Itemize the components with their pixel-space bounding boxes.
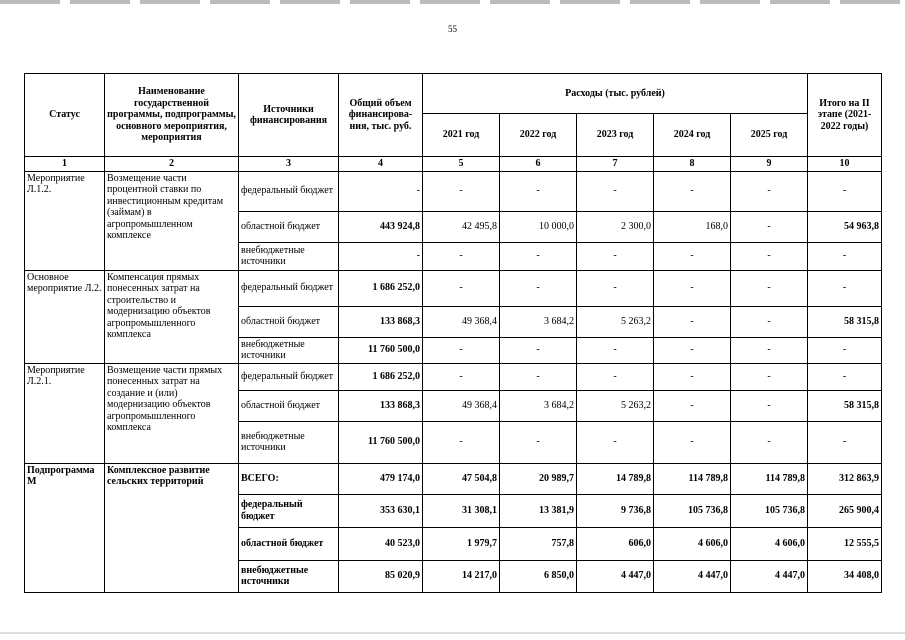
- header-sources: Источники финансирования: [239, 74, 339, 157]
- bottom-border: [0, 632, 905, 634]
- total-cell: 443 924,8: [339, 211, 423, 242]
- year-value-cell: -: [731, 390, 808, 421]
- year-value-cell: -: [731, 421, 808, 463]
- source-cell: внебюджетные источники: [239, 337, 339, 363]
- table-row: [25, 171, 882, 211]
- year-value-cell: -: [577, 171, 654, 211]
- year-value-cell: -: [500, 171, 577, 211]
- stage-total-cell: 54 963,8: [808, 211, 882, 242]
- total-cell: 85 020,9: [339, 560, 423, 592]
- source-cell: федеральный бюджет: [239, 363, 339, 390]
- year-value-cell: -: [654, 171, 731, 211]
- year-value-cell: 4 447,0: [654, 560, 731, 592]
- column-numbers-row: [25, 157, 882, 172]
- year-value-cell: 42 495,8: [423, 211, 500, 242]
- stage-total-cell: -: [808, 171, 882, 211]
- year-value-cell: -: [423, 242, 500, 270]
- table-row: [25, 363, 882, 390]
- total-cell: 1 686 252,0: [339, 270, 423, 306]
- stage-total-cell: -: [808, 363, 882, 390]
- source-cell: областной бюджет: [239, 527, 339, 560]
- table-row: [25, 463, 882, 494]
- year-value-cell: -: [500, 270, 577, 306]
- year-value-cell: -: [654, 421, 731, 463]
- status-cell: Основное мероприятие Л.2.: [25, 270, 105, 363]
- year-value-cell: -: [423, 421, 500, 463]
- total-cell: -: [339, 171, 423, 211]
- year-value-cell: 49 368,4: [423, 390, 500, 421]
- stage-total-cell: 12 555,5: [808, 527, 882, 560]
- financing-table: [24, 73, 882, 593]
- source-cell: областной бюджет: [239, 211, 339, 242]
- year-value-cell: -: [500, 337, 577, 363]
- stage-total-cell: -: [808, 270, 882, 306]
- year-value-cell: -: [423, 270, 500, 306]
- table-row: [25, 270, 882, 306]
- stage-total-cell: 58 315,8: [808, 390, 882, 421]
- name-cell: Комплексное развитие сельских территорий: [105, 463, 239, 592]
- year-value-cell: -: [500, 421, 577, 463]
- year-value-cell: -: [731, 270, 808, 306]
- year-value-cell: -: [577, 363, 654, 390]
- year-value-cell: 4 447,0: [731, 560, 808, 592]
- year-value-cell: 10 000,0: [500, 211, 577, 242]
- source-cell: областной бюджет: [239, 390, 339, 421]
- status-cell: Подпрограмма М: [25, 463, 105, 592]
- year-value-cell: 4 606,0: [731, 527, 808, 560]
- year-value-cell: 168,0: [654, 211, 731, 242]
- status-cell: Мероприятие Л.2.1.: [25, 363, 105, 463]
- col-number: 2: [105, 157, 239, 172]
- col-number: 4: [339, 157, 423, 172]
- col-number: 9: [731, 157, 808, 172]
- header-year: 2022 год: [500, 114, 577, 157]
- year-value-cell: -: [577, 421, 654, 463]
- header-status: Статус: [25, 74, 105, 157]
- year-value-cell: 31 308,1: [423, 494, 500, 527]
- year-value-cell: 606,0: [577, 527, 654, 560]
- header-year: 2021 год: [423, 114, 500, 157]
- total-cell: -: [339, 242, 423, 270]
- header-total: Общий объем финансирова-ния, тыс. руб.: [339, 74, 423, 157]
- col-number: 5: [423, 157, 500, 172]
- header-year: 2025 год: [731, 114, 808, 157]
- year-value-cell: 14 217,0: [423, 560, 500, 592]
- year-value-cell: 3 684,2: [500, 306, 577, 337]
- col-number: 6: [500, 157, 577, 172]
- header-year: 2024 год: [654, 114, 731, 157]
- year-value-cell: 20 989,7: [500, 463, 577, 494]
- header-name: Наименование государственной программы, подпрограммы, основного мероприятия, мероприятия: [105, 74, 239, 157]
- year-value-cell: -: [500, 363, 577, 390]
- col-number: 8: [654, 157, 731, 172]
- year-value-cell: -: [731, 211, 808, 242]
- name-cell: Возмещение части процентной ставки по инвестиционным кредитам (займам) в агропромышленном комплексе: [105, 171, 239, 270]
- year-value-cell: 3 684,2: [500, 390, 577, 421]
- year-value-cell: 1 979,7: [423, 527, 500, 560]
- stage-total-cell: -: [808, 242, 882, 270]
- year-value-cell: 14 789,8: [577, 463, 654, 494]
- total-cell: 133 868,3: [339, 306, 423, 337]
- source-cell: внебюджетные источники: [239, 560, 339, 592]
- total-cell: 40 523,0: [339, 527, 423, 560]
- total-cell: 353 630,1: [339, 494, 423, 527]
- source-cell: ВСЕГО:: [239, 463, 339, 494]
- status-cell: Мероприятие Л.1.2.: [25, 171, 105, 270]
- col-number: 1: [25, 157, 105, 172]
- year-value-cell: 5 263,2: [577, 390, 654, 421]
- year-value-cell: 13 381,9: [500, 494, 577, 527]
- year-value-cell: -: [731, 337, 808, 363]
- name-cell: Возмещение части прямых понесенных затрат на создание и (или) модернизацию объектов агропромышленного комплекса: [105, 363, 239, 463]
- year-value-cell: 4 447,0: [577, 560, 654, 592]
- total-cell: 133 868,3: [339, 390, 423, 421]
- source-cell: внебюджетные источники: [239, 242, 339, 270]
- total-cell: 479 174,0: [339, 463, 423, 494]
- year-value-cell: -: [654, 270, 731, 306]
- year-value-cell: -: [731, 306, 808, 337]
- col-number: 7: [577, 157, 654, 172]
- top-border: [0, 0, 905, 4]
- year-value-cell: -: [654, 337, 731, 363]
- year-value-cell: -: [423, 171, 500, 211]
- year-value-cell: 6 850,0: [500, 560, 577, 592]
- source-cell: федеральный бюджет: [239, 171, 339, 211]
- year-value-cell: -: [577, 242, 654, 270]
- total-cell: 11 760 500,0: [339, 337, 423, 363]
- col-number: 10: [808, 157, 882, 172]
- year-value-cell: -: [654, 306, 731, 337]
- col-number: 3: [239, 157, 339, 172]
- year-value-cell: -: [423, 363, 500, 390]
- source-cell: внебюджетные источники: [239, 421, 339, 463]
- header-year: 2023 год: [577, 114, 654, 157]
- year-value-cell: 105 736,8: [654, 494, 731, 527]
- year-value-cell: -: [654, 363, 731, 390]
- header-expenses: Расходы (тыс. рублей): [423, 74, 808, 114]
- year-value-cell: -: [654, 390, 731, 421]
- source-cell: областной бюджет: [239, 306, 339, 337]
- year-value-cell: 114 789,8: [731, 463, 808, 494]
- source-cell: федеральный бюджет: [239, 494, 339, 527]
- year-value-cell: -: [731, 171, 808, 211]
- page-number: 55: [448, 24, 457, 34]
- year-value-cell: -: [731, 363, 808, 390]
- stage-total-cell: 265 900,4: [808, 494, 882, 527]
- stage-total-cell: -: [808, 421, 882, 463]
- year-value-cell: 9 736,8: [577, 494, 654, 527]
- stage-total-cell: 58 315,8: [808, 306, 882, 337]
- stage-total-cell: 312 863,9: [808, 463, 882, 494]
- source-cell: федеральный бюджет: [239, 270, 339, 306]
- year-value-cell: -: [577, 270, 654, 306]
- year-value-cell: -: [731, 242, 808, 270]
- year-value-cell: -: [577, 337, 654, 363]
- year-value-cell: -: [500, 242, 577, 270]
- total-cell: 11 760 500,0: [339, 421, 423, 463]
- year-value-cell: 47 504,8: [423, 463, 500, 494]
- stage-total-cell: -: [808, 337, 882, 363]
- year-value-cell: 757,8: [500, 527, 577, 560]
- year-value-cell: 114 789,8: [654, 463, 731, 494]
- year-value-cell: 2 300,0: [577, 211, 654, 242]
- year-value-cell: 49 368,4: [423, 306, 500, 337]
- year-value-cell: 5 263,2: [577, 306, 654, 337]
- header-stage-total: Итого на II этапе (2021-2022 годы): [808, 74, 882, 157]
- name-cell: Компенсация прямых понесенных затрат на строительство и модернизацию объектов агропромышленного комплекса: [105, 270, 239, 363]
- year-value-cell: 4 606,0: [654, 527, 731, 560]
- year-value-cell: -: [423, 337, 500, 363]
- total-cell: 1 686 252,0: [339, 363, 423, 390]
- year-value-cell: -: [654, 242, 731, 270]
- year-value-cell: 105 736,8: [731, 494, 808, 527]
- stage-total-cell: 34 408,0: [808, 560, 882, 592]
